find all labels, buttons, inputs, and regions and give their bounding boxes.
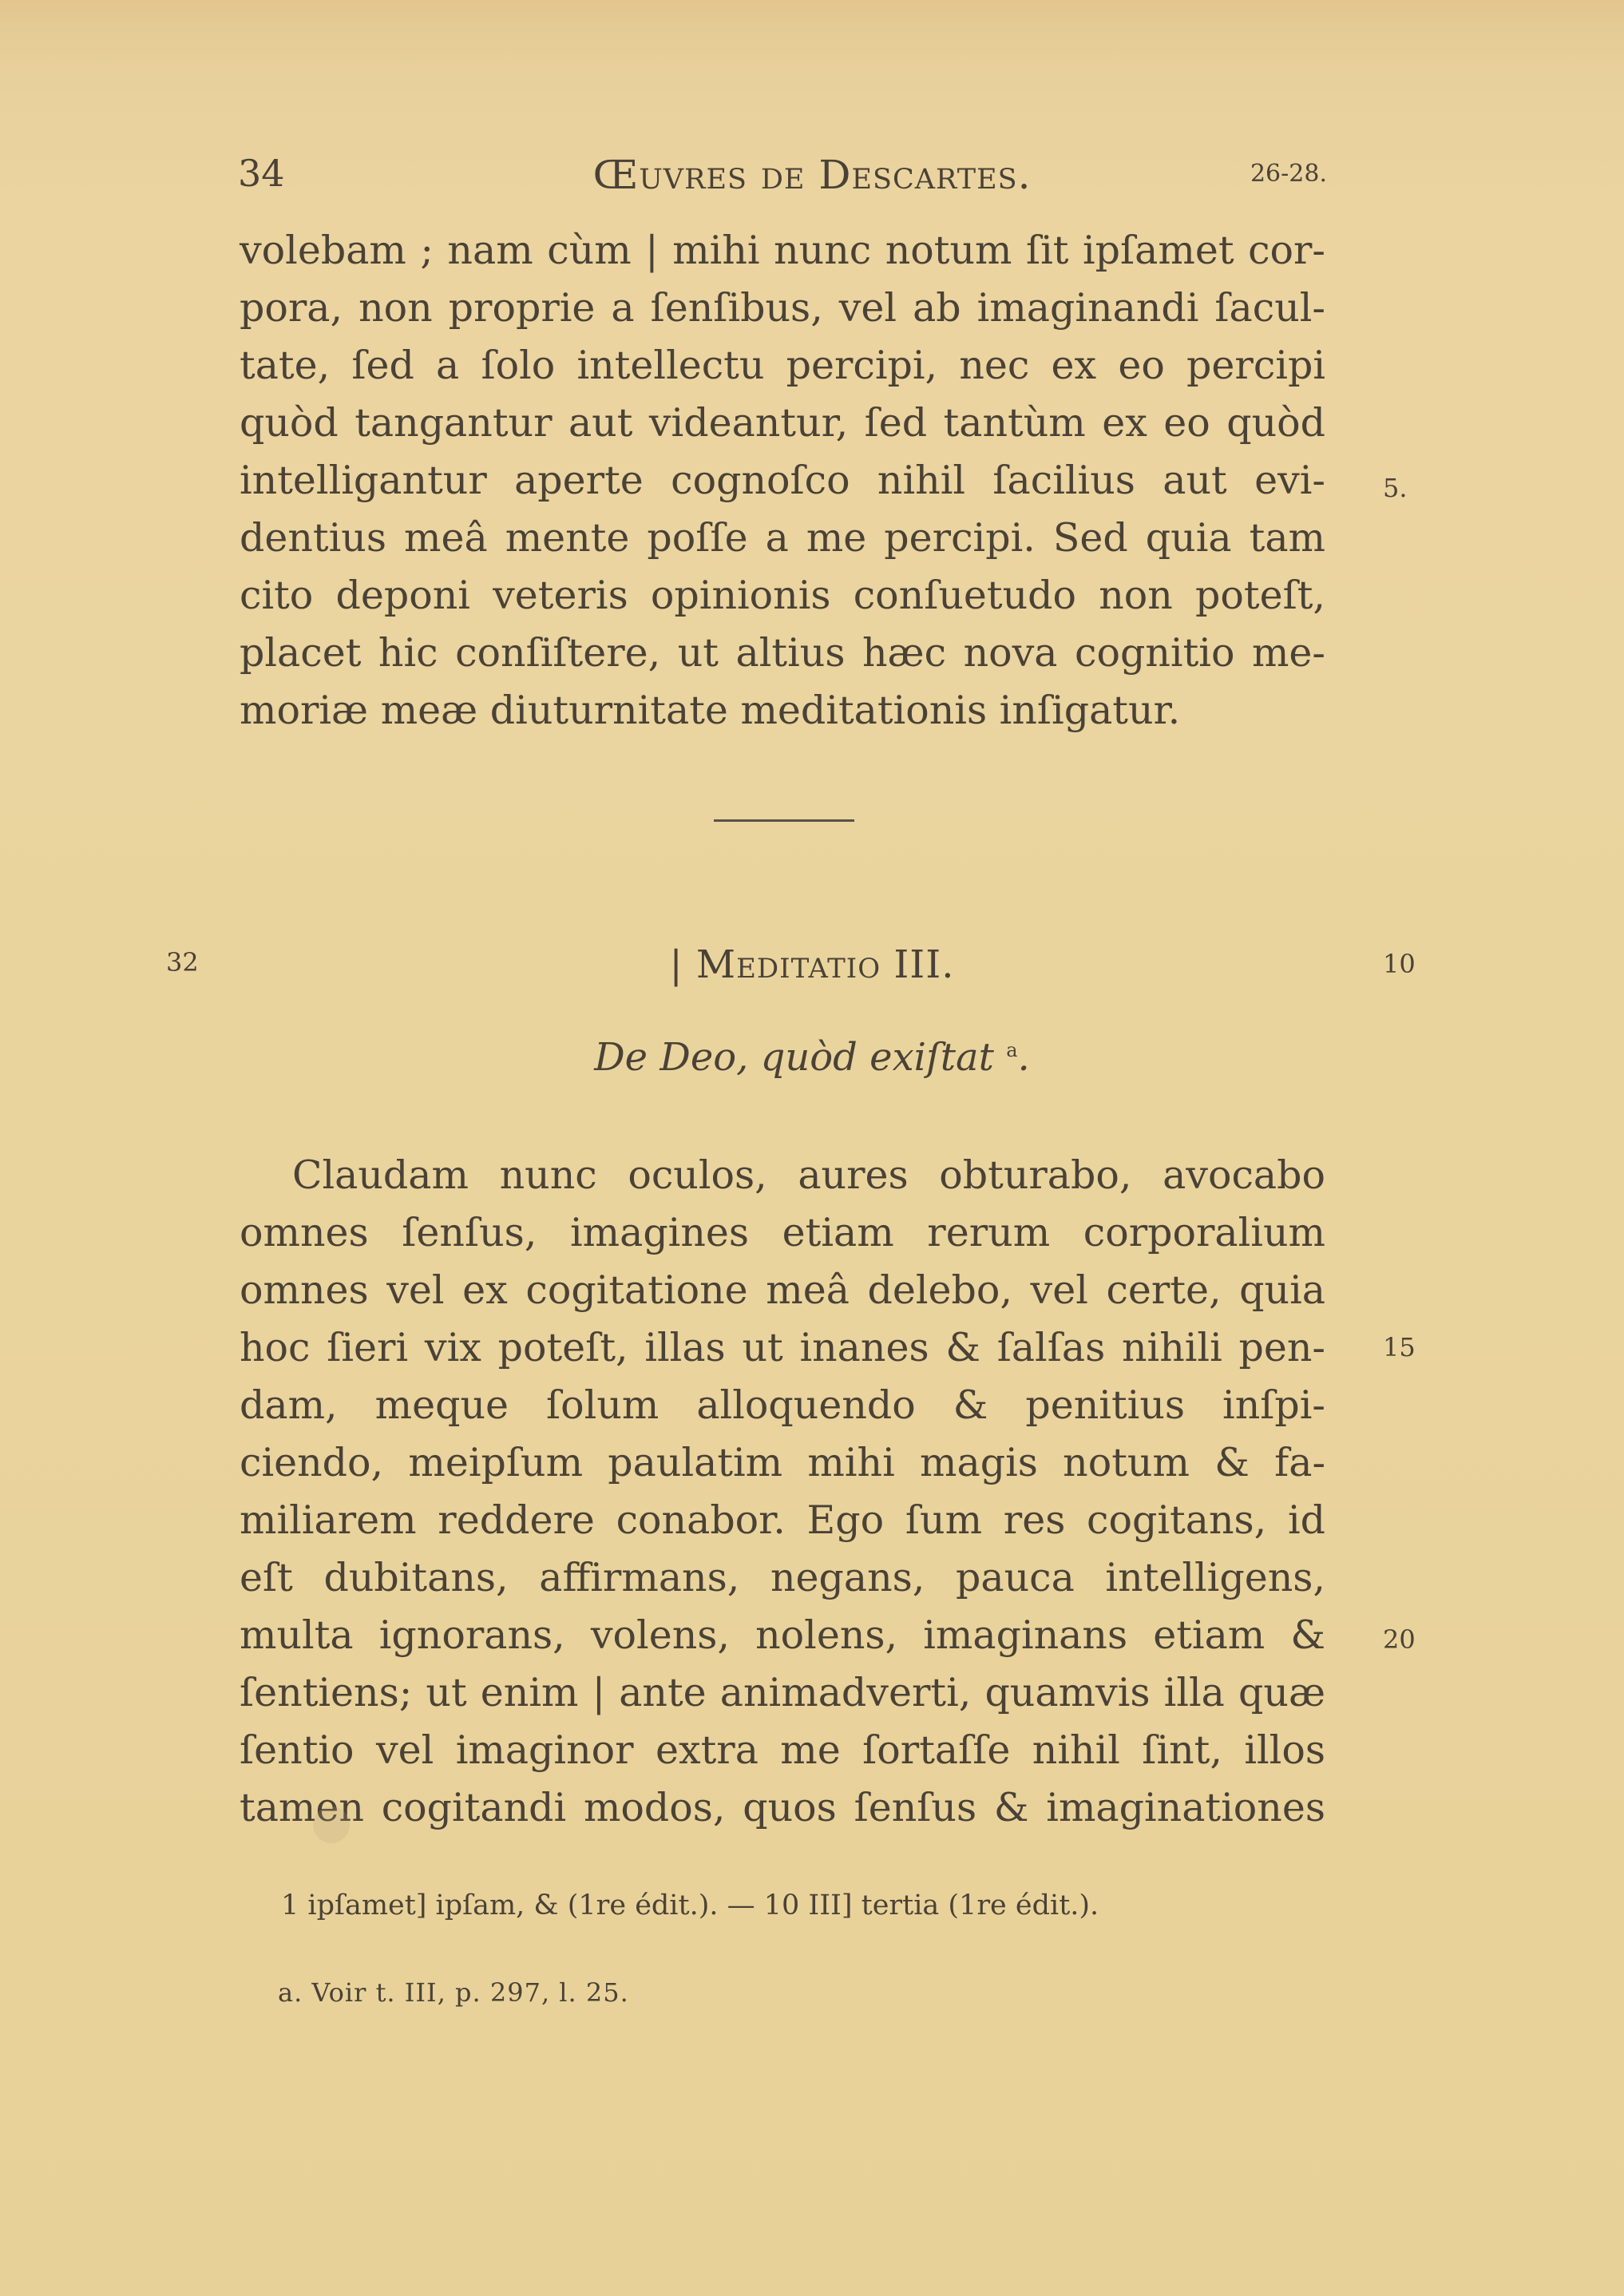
footnote-marker: a [1006, 1039, 1018, 1061]
text-line: pora, non proprie a ſenſibus, vel ab imaginandi ſacul- [240, 285, 1325, 331]
section-divider [714, 819, 854, 822]
variant-footnote: 1 ipſamet] ipſam, & (1re édit.). — 10 III] tertia (1re édit.). [281, 1890, 1099, 1921]
page-reference: 26-28. [1250, 160, 1327, 188]
editor-footnote: a. Voir t. III, p. 297, l. 25. [278, 1977, 629, 2008]
text-line: miliarem reddere conabor. Ego ſum res cogitans, id [240, 1497, 1325, 1543]
page-number: 34 [238, 152, 285, 195]
line-number: 20 [1383, 1624, 1416, 1655]
paper-stain [313, 1806, 350, 1843]
text-line: ſentiens; ut enim | ante animadverti, quamvis illa quæ [240, 1670, 1325, 1715]
line-number: 15 [1383, 1332, 1416, 1362]
subtitle-text: De Deo, quòd exiſtat [594, 1035, 994, 1080]
text-line: Claudam nunc oculos, aures obturabo, avocabo [292, 1152, 1325, 1198]
text-line: intelligantur aperte cognoſco nihil ſacilius aut evi- [240, 458, 1325, 503]
text-line: dam, meque ſolum alloquendo & penitius inſpi- [240, 1382, 1325, 1428]
text-line: placet hic conſiſtere, ut altius hæc nova cognitio me- [240, 630, 1325, 676]
text-line: volebam ; nam cùm | mihi nunc notum ſit ipſamet cor- [240, 228, 1325, 273]
text-line: hoc ſieri vix poteſt, illas ut inanes & ſalſas nihili pen- [240, 1325, 1325, 1370]
text-line: quòd tangantur aut videantur, ſed tantùm ex eo quòd [240, 400, 1325, 446]
line-number: 5. [1383, 473, 1408, 503]
text-line: ciendo, meipſum paulatim mihi magis notum & fa- [240, 1440, 1325, 1485]
edition-page-marker: 32 [166, 947, 199, 977]
text-line: ſentio vel imaginor extra me ſortaſſe nihil ſint, illos [240, 1727, 1325, 1773]
text-line: multa ignorans, volens, nolens, imaginans etiam & [240, 1612, 1325, 1658]
text-line: moriæ meæ diuturnitate meditationis inſigatur. [240, 688, 1181, 733]
text-line: eſt dubitans, affirmans, negans, pauca intelligens, [240, 1555, 1325, 1600]
section-subtitle: De Deo, quòd exiſtat $^a$. [594, 1035, 1030, 1080]
line-number: 10 [1383, 949, 1416, 979]
running-title: Œuvres de Descartes. [592, 152, 1032, 198]
text-line: omnes vel ex cogitatione meâ delebo, vel certe, quia [240, 1267, 1325, 1313]
text-line: tamen cogitandi modos, quos ſenſus & imaginationes [240, 1785, 1325, 1830]
text-line: omnes ſenſus, imagines etiam rerum corporalium [240, 1210, 1325, 1255]
text-line: dentius meâ mente poſſe a me percipi. Sed quia tam [240, 515, 1325, 561]
section-title: | Meditatio III. [669, 942, 955, 987]
text-line: cito deponi veteris opinionis conſuetudo non poteſt, [240, 573, 1325, 618]
text-line: tate, ſed a ſolo intellectu percipi, nec ex eo percipi [240, 343, 1325, 388]
